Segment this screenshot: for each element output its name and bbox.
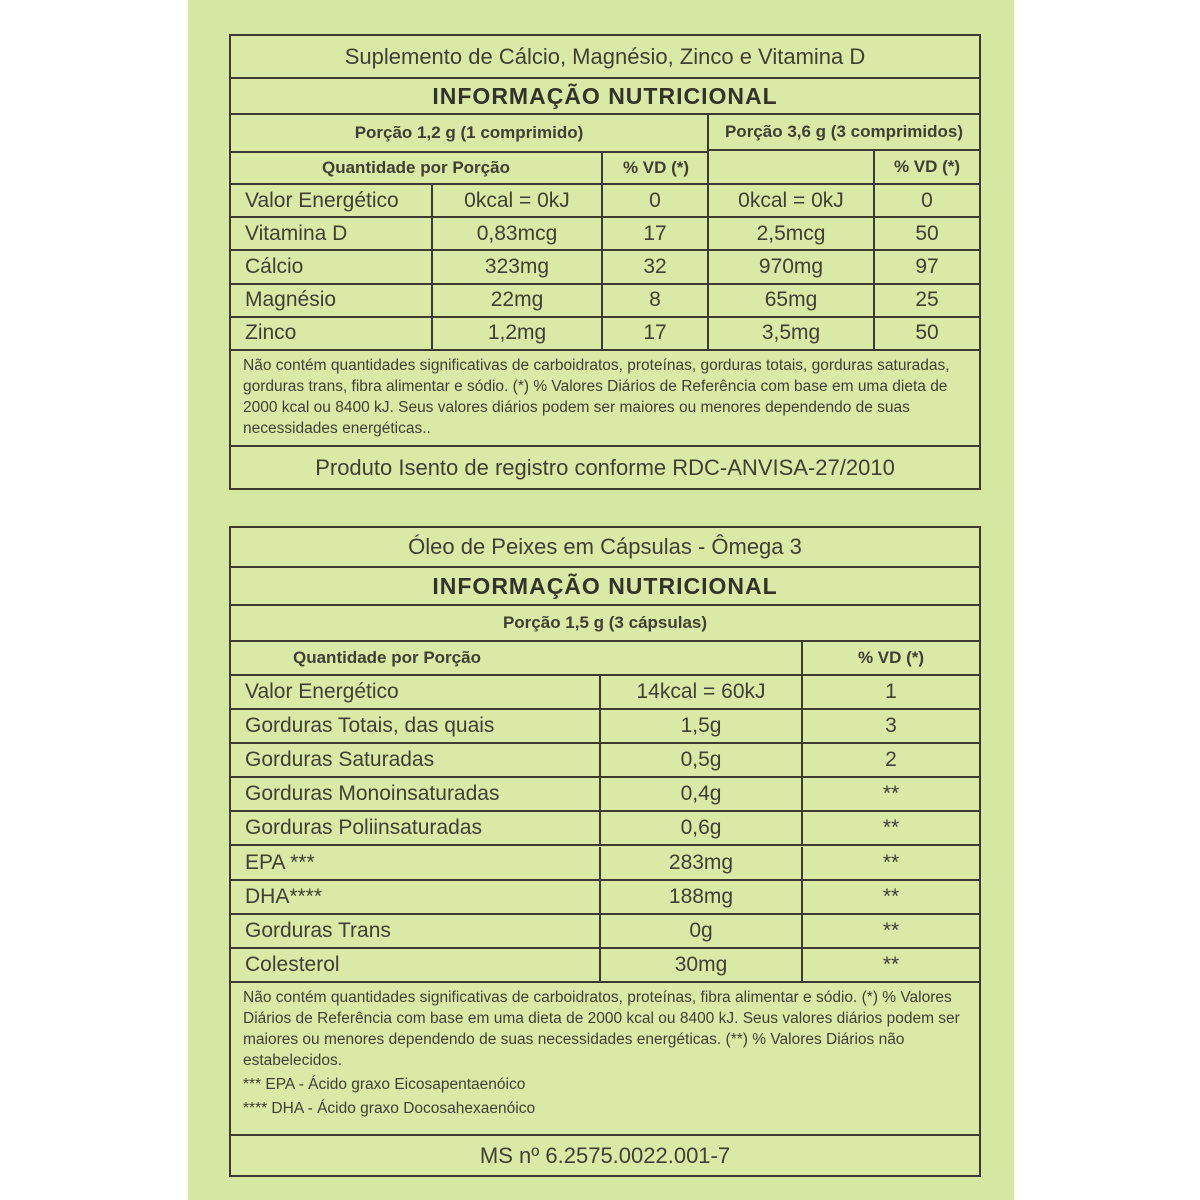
table-row xyxy=(231,744,979,778)
panel2-heading: INFORMAÇÃO NUTRICIONAL xyxy=(432,572,778,599)
nutrient-name: Magnésio xyxy=(245,288,337,312)
table-row xyxy=(231,251,979,284)
table-row xyxy=(231,710,979,744)
col-quantity-header: Quantidade por Porção xyxy=(322,158,510,177)
panel2-title-row xyxy=(231,528,979,568)
nutrition-table-omega3 xyxy=(229,526,981,1177)
vd-triple: 97 xyxy=(873,251,979,282)
nutrient-name: Zinco xyxy=(245,321,297,345)
col-vd-header-2: % VD (*) xyxy=(801,642,979,674)
amount-single: 0kcal = 0kJ xyxy=(431,185,601,216)
nutrient-name: Cálcio xyxy=(245,254,304,278)
panel1-title: Suplemento de Cálcio, Magnésio, Zinco e Vitamina D xyxy=(344,43,866,69)
vd-triple: 25 xyxy=(873,285,979,316)
table-row xyxy=(231,949,979,983)
dha-note: **** DHA - Ácido graxo Docosahexaenóico xyxy=(243,1100,536,1117)
vd-value: ** xyxy=(801,915,979,947)
amount-single: 323mg xyxy=(431,251,601,282)
vd-value: 1 xyxy=(801,676,979,708)
vd-value: ** xyxy=(801,778,979,810)
panel2-note-row xyxy=(231,983,979,1136)
panel1-heading: INFORMAÇÃO NUTRICIONAL xyxy=(432,82,778,109)
amount: 1,5g xyxy=(599,710,801,742)
amount: 0,4g xyxy=(599,778,801,810)
amount-triple: 65mg xyxy=(707,285,873,316)
panel1-heading-row xyxy=(231,79,979,115)
table-row xyxy=(231,318,979,351)
nutrient-name: Vitamina D xyxy=(245,221,348,245)
table-row xyxy=(231,915,979,949)
nutrient-name: DHA**** xyxy=(245,884,323,908)
vd-triple: 0 xyxy=(873,185,979,216)
vd-single: 32 xyxy=(601,251,707,282)
amount: 0,5g xyxy=(599,744,801,776)
nutrient-name: Gorduras Poliinsaturadas xyxy=(245,816,482,840)
table-row xyxy=(231,185,979,218)
amount-triple: 3,5mg xyxy=(707,318,873,349)
panel1-footer-row xyxy=(231,447,979,488)
panel2-portion-row xyxy=(231,606,979,642)
panel2-notes xyxy=(231,983,979,1134)
panel2-colhead-row xyxy=(231,642,979,676)
panel1-title-row xyxy=(231,36,979,79)
portion-triple: Porção 3,6 g (3 comprimidos) xyxy=(707,115,979,151)
amount: 188mg xyxy=(599,881,801,913)
nutrient-name: Gorduras Trans xyxy=(245,918,391,942)
panel1-portion-row xyxy=(231,115,979,151)
table-row xyxy=(231,778,979,812)
vd-triple: 50 xyxy=(873,218,979,249)
nutrient-name: Gorduras Monoinsaturadas xyxy=(245,782,500,806)
portion-single: Porção 1,2 g (1 comprimido) xyxy=(354,123,584,142)
panel2-title: Óleo de Peixes em Cápsulas - Ômega 3 xyxy=(408,534,802,559)
vd-value: ** xyxy=(801,881,979,913)
table-row xyxy=(231,218,979,251)
vd-single: 17 xyxy=(601,218,707,249)
amount: 283mg xyxy=(599,847,801,879)
table-row xyxy=(231,847,979,881)
portion-capsules: Porção 1,5 g (3 cápsulas) xyxy=(502,613,708,632)
panel1-colhead-right xyxy=(707,151,979,185)
panel1-note: Não contém quantidades significativas de carboidratos, proteínas, gorduras totais, gorduras saturadas, gorduras trans, fibra alimentar e sódio. (*) % Valores Diários de Referência com base em uma dieta de 2000 kcal ou 8400 kJ. Seus valores diários podem ser maiores ou menores dependendo de suas necessidades energéticas.. xyxy=(243,357,950,437)
amount-triple: 2,5mcg xyxy=(707,218,873,249)
vd-value: 2 xyxy=(801,744,979,776)
amount-single: 0,83mcg xyxy=(431,218,601,249)
table-row xyxy=(231,881,979,915)
table-row xyxy=(231,676,979,710)
col-vd-header: % VD (*) xyxy=(601,153,709,183)
vd-value: 3 xyxy=(801,710,979,742)
table-row xyxy=(231,812,979,846)
panel1-footer: Produto Isento de registro conforme RDC-ANVISA-27/2010 xyxy=(315,454,895,480)
panel1-colhead-left xyxy=(231,151,709,185)
vd-single: 8 xyxy=(601,285,707,316)
amount: 30mg xyxy=(599,949,801,981)
nutrient-name: Gorduras Saturadas xyxy=(245,748,435,772)
vd-triple: 50 xyxy=(873,318,979,349)
panel2-footer: MS nº 6.2575.0022.001-7 xyxy=(479,1142,731,1168)
amount-single: 22mg xyxy=(431,285,601,316)
vd-value: ** xyxy=(801,847,979,879)
nutrient-name: EPA *** xyxy=(245,850,315,874)
col-quantity-header-2: Quantidade por Porção xyxy=(293,648,481,667)
vd-value: ** xyxy=(801,812,979,844)
table-row xyxy=(231,285,979,318)
panel1-note-row xyxy=(231,351,979,447)
amount-triple: 970mg xyxy=(707,251,873,282)
nutrient-name: Gorduras Totais, das quais xyxy=(245,714,495,738)
panel2-heading-row xyxy=(231,568,979,606)
panel2-footer-row xyxy=(231,1136,979,1175)
amount: 14kcal = 60kJ xyxy=(599,676,801,708)
nutrition-table-calcium xyxy=(229,34,981,490)
amount-triple: 0kcal = 0kJ xyxy=(707,185,873,216)
nutrient-name: Valor Energético xyxy=(245,188,399,212)
col-blank-header xyxy=(707,151,873,183)
col-vd3-header: % VD (*) xyxy=(873,151,979,183)
nutrient-name: Valor Energético xyxy=(245,680,399,704)
vd-value: ** xyxy=(801,949,979,981)
nutrient-name: Colesterol xyxy=(245,952,340,976)
amount: 0,6g xyxy=(599,812,801,844)
vd-single: 17 xyxy=(601,318,707,349)
panel2-note: Não contém quantidades significativas de carboidratos, proteínas, fibra alimentar e sódio. (*) % Valores Diários de Referência com base em uma dieta de 2000 kcal ou 8400 kJ. Seus valores diários podem ser maiores ou menores dependendo de suas necessidades energéticas. (**) % Valores Diários não estabelecidos. xyxy=(243,989,960,1069)
amount: 0g xyxy=(599,915,801,947)
vd-single: 0 xyxy=(601,185,707,216)
amount-single: 1,2mg xyxy=(431,318,601,349)
epa-note: *** EPA - Ácido graxo Eicosapentaenóico xyxy=(243,1076,526,1093)
